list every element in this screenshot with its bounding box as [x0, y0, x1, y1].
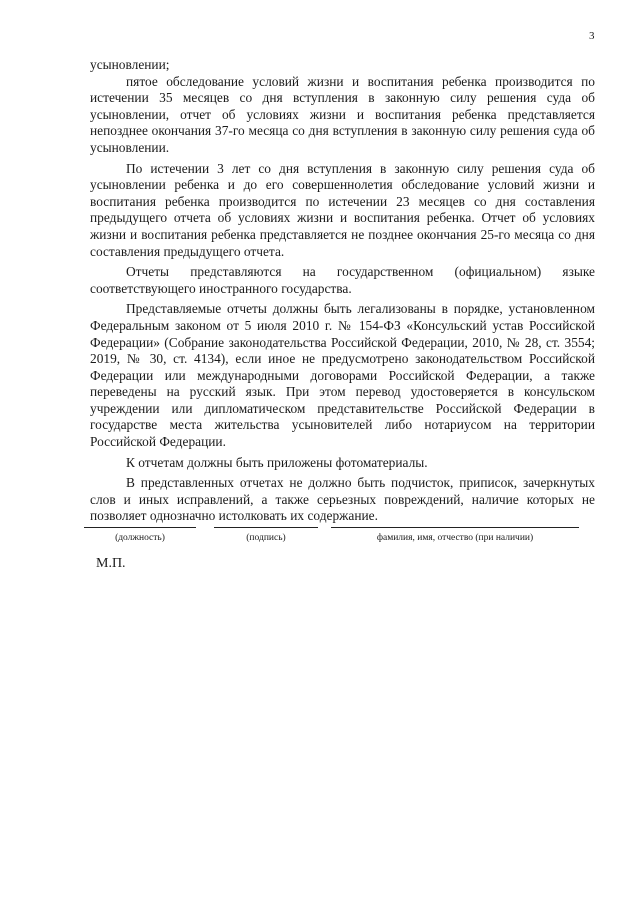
paragraph-legalization: Представляемые отчеты должны быть легализованы в порядке, установленном Федеральным законом от 5 июля 2010 г. № 154-ФЗ «Консульский устав Российской Федерации» (Собрание законодательства Российской Федерации, 2010, № 28, ст. 3554; 2019, № 30, ст. 4134), если иное не предусмотрено законодательством Российской Федерации или международными договорами Российской Федерации, а также переведены на русский язык. При этом перевод удостоверяется в консульском учреждении или дипломатическом представительстве Российской Федерации в государстве места жительства усыновителей либо нотариусом на территории Российской Федерации. — [90, 301, 595, 450]
position-line — [84, 527, 196, 528]
position-label: (должность) — [115, 533, 165, 543]
paragraph-language: Отчеты представляются на государственном (официальном) языке соответствующего иностранного государства. — [90, 264, 595, 296]
paragraph-after-3-years: По истечении 3 лет со дня вступления в законную силу решения суда об усыновлении ребенка и до его совершеннолетия обследование условий жизни и воспитания ребенка производится по истечении 23 месяцев со дня составления предыдущего отчета об условиях жизни и воспитания ребенка. Отчет об условиях жизни и воспитания ребенка представляется не позднее окончания 25-го месяца со дня составления предыдущего отчета. — [90, 160, 595, 259]
paragraph-fifth-inspection: пятое обследование условий жизни и воспитания ребенка производится по истечении 35 месяцев со дня вступления в законную силу решения суда об усыновлении, отчет об условиях жизни и воспитания ребенка представляется непозднее окончания 37-го месяца со дня вступления в законную силу решения суда об усыновлении. — [90, 73, 595, 155]
paragraph-continuation: усыновлении; — [90, 57, 170, 72]
signature-label: (подпись) — [246, 533, 286, 543]
paragraph-corrections: В представленных отчетах не должно быть подчисток, приписок, зачеркнутых слов и иных исправлений, а также серьезных повреждений, наличие которых не позволяет однозначно истолковать их содержание. — [90, 475, 595, 524]
signature-line — [214, 527, 318, 528]
paragraph-photos: К отчетам должны быть приложены фотоматериалы. — [126, 454, 428, 470]
name-label: фамилия, имя, отчество (при наличии) — [376, 533, 534, 543]
document-body — [90, 57, 595, 525]
page-number: 3 — [589, 30, 595, 42]
stamp-placeholder: М.П. — [96, 556, 126, 571]
name-line — [331, 527, 579, 528]
